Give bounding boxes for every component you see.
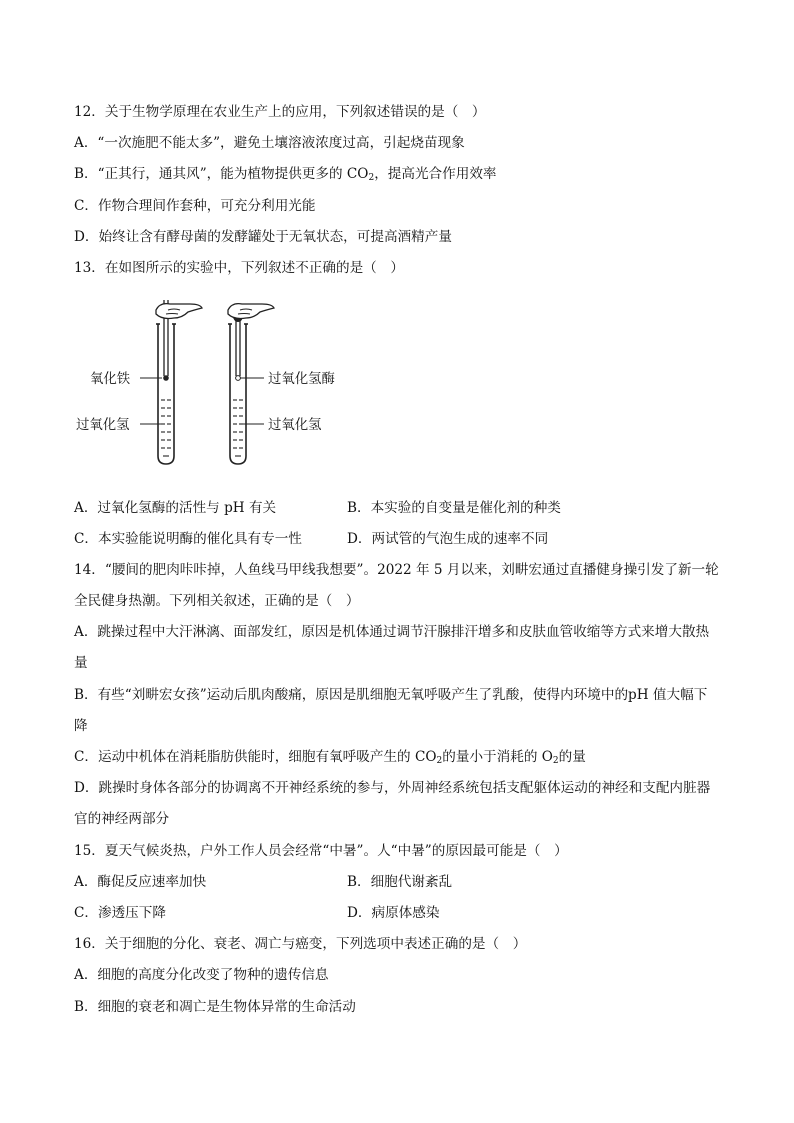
q12-stem: 12．关于生物学原理在农业生产上的应用，下列叙述错误的是（ ） <box>74 104 486 120</box>
q14-stem-line2: 全民健身热潮。下列相关叙述，正确的是（ ） <box>74 593 360 609</box>
q16-stem: 16．关于细胞的分化、衰老、凋亡与癌变，下列选项中表述正确的是（ ） <box>74 936 527 952</box>
label-iron-oxide: 氧化铁 <box>90 372 131 387</box>
label-catalase: 过氧化氢酶 <box>268 372 335 387</box>
q12-option-a: A．“一次施肥不能太多”，避免土壤溶液浓度过高，引起烧苗现象 <box>74 135 465 151</box>
q15-stem: 15．夏天气候炎热，户外工作人员会经常“中暑”。人“中暑”的原因最可能是（ ） <box>74 843 568 859</box>
label-h2o2-left: 过氧化氢 <box>76 418 130 433</box>
q14-option-c: C．运动中机体在消耗脂肪供能时，细胞有氧呼吸产生的 $CO_2$的量小于消耗的 $O_2$的量 <box>74 749 586 766</box>
q13-option-d: D．两试管的气泡生成的速率不同 <box>347 531 549 547</box>
q14-option-b-line2: 降 <box>74 718 88 734</box>
q13-option-c: C．本实验能说明酶的催化具有专一性 <box>74 531 302 547</box>
q14-stem-line1: 14．“腰间的肥肉咔咔掉，人鱼线马甲线我想要”。2022 年 5 月以来，刘畊宏通过直播健身操引发了新一轮 <box>74 562 719 578</box>
label-h2o2-right: 过氧化氢 <box>268 418 322 433</box>
left-test-tube <box>156 300 202 464</box>
q15-option-b: B．细胞代谢紊乱 <box>347 874 453 890</box>
q12-option-d: D．始终让含有酵母菌的发酵罐处于无氧状态，可提高酒精产量 <box>74 229 452 245</box>
q14-option-b-line1: B．有些“刘畊宏女孩”运动后肌肉酸痛，原因是肌细胞无氧呼吸产生了乳酸，使得内环境中的pH 值大幅下 <box>74 687 708 703</box>
q13-option-a: A．过氧化氢酶的活性与 pH 有关 <box>74 500 277 516</box>
q14-option-d-line1: D．跳操时身体各部分的协调离不开神经系统的参与，外周神经系统包括支配躯体运动的神经和支配内脏器 <box>74 780 711 796</box>
q14-option-a-line1: A．跳操过程中大汗淋漓、面部发红，原因是机体通过调节汗腺排汗增多和皮肤血管收缩等方式来增大散热 <box>74 624 710 640</box>
q12-option-b: B．“正其行，通其风”，能为植物提供更多的 $CO_2$，提高光合作用效率 <box>74 166 497 183</box>
test-tube-figure <box>70 296 370 472</box>
q12-option-c: C．作物合理间作套种，可充分利用光能 <box>74 198 316 214</box>
q14-option-d-line2: 官的神经两部分 <box>74 811 170 827</box>
q16-option-a: A．细胞的高度分化改变了物种的遗传信息 <box>74 967 329 983</box>
q15-option-a: A．酶促反应速率加快 <box>74 874 207 890</box>
q15-option-c: C．渗透压下降 <box>74 905 166 921</box>
q14-option-a-line2: 量 <box>74 655 88 671</box>
q16-option-b: B．细胞的衰老和凋亡是生物体异常的生命活动 <box>74 999 356 1015</box>
q13-stem: 13．在如图所示的实验中，下列叙述不正确的是（ ） <box>74 260 404 276</box>
q15-option-d: D．病原体感染 <box>347 905 440 921</box>
q13-option-b: B．本实验的自变量是催化剂的种类 <box>347 500 561 516</box>
